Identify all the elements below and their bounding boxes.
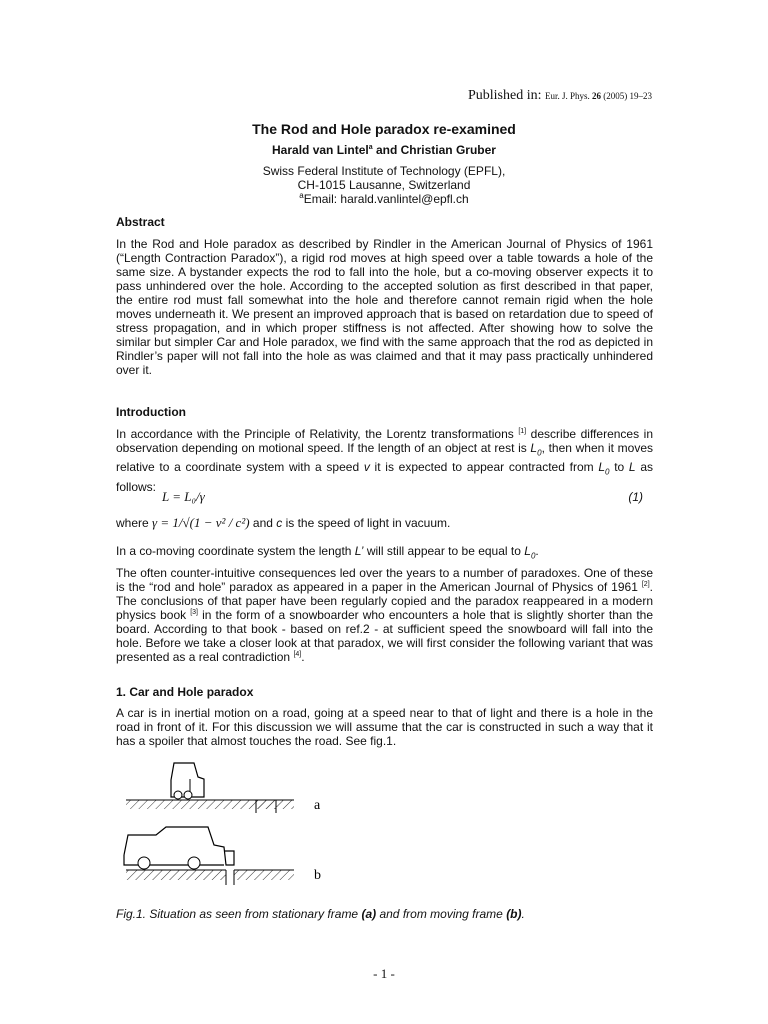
gamma-formula: γ = 1/√(1 − v² / c²) [152,515,250,530]
intro-paragraph-3: The often counter-intuitive consequences led over the years to a number of paradoxes. One of these is the “rod and hole” paradox as appeared in a paper in the American Journal of Physics of 1961 [2]. The conclusions of that paper have been regularly copied and the paradox reappeared in a modern physics book [3] in the form of a snowboarder who encounters a hole that is slightly shorter than the board. According to that book - based on ref.2 - at sufficient speed the snowboard will fall into the hole. Before we take a closer look at that paradox, we will first consider the following variant that was presented as a real contradiction [4]. [116,566,654,664]
paper-title: The Rod and Hole paradox re-examined [252,121,516,137]
affiliation: Swiss Federal Institute of Technology (EPFL), CH-1015 Lausanne, Switzerland $^a$Email: harald.vanlintel@epfl.ch [262,164,506,206]
journal-ref: Eur. J. Phys. 26 (2005) 19–23 [544,91,652,101]
abstract-heading: Abstract [116,215,165,229]
email: Email: harald.vanlintel@epfl.ch [303,192,469,206]
intro-paragraph-1: In accordance with the Principle of Relativity, the Lorentz transformations [1] describe differences in observation depending on motional speed. If the length of an object at rest is $L_0$, then when it moves relative to a coordinate system with a speed v it is expected to appear contracted from $L_0$ to L as follows: [116,427,653,494]
equation-1: L = L₀/γ (1) [162,489,643,504]
figure-caption: Fig.1. Situation as seen from stationary frame (a) and from moving frame (b). [116,907,525,921]
figure-panel-b [124,827,294,885]
figure-label-b: b [314,868,321,883]
car-hole-diagram [116,755,336,895]
section-1-heading: 1. Car and Hole paradox [116,685,254,699]
figure-panel-a [126,763,294,813]
page-number: - 1 - [373,966,395,981]
introduction-heading: Introduction [116,405,186,419]
intro-paragraph-2: In a co-moving coordinate system the length L’ will still appear to be equal to $L_0$. [116,544,539,561]
figure-1 [116,755,336,895]
publication-info: Published in: Eur. J. Phys. 26 (2005) 19–23 [467,88,652,103]
abstract-text: In the Rod and Hole paradox as described by Rindler in the American Journal of Physics of 1961 (“Length Contraction Paradox”), a rigid rod moves at high speed over a table towards a hole of the same size. A bystander expects the rod to fall into the hole, but a co-moving observer expects it to pass unhindered over the hole. According to the accepted solution as first described in that paper, the entire rod must fall somewhat into the hole and therefore cannot remain rigid when the hole moves underneath it. We present an improved approach that is based on retardation due to speed of stress propagation, and in which proper stiffness is not affected. After showing how to solve the similar but simpler Car and Hole paradox, we find with the same approach that the rod as depicted in Rindler’s paper will not fall into the hole as was claimed and that it may pass practically unhindered over it. [116,237,653,377]
authors-line: Harald van Lintel$^a$ and Christian Gruber [272,143,496,157]
figure-label-a: a [314,798,321,813]
gamma-definition: where γ = 1/√(1 − v² / c²) and c is the speed of light in vacuum. [116,515,451,530]
section-1-text: A car is in inertial motion on a road, going at a speed near to that of light and there is a hole in the road in front of it. For this discussion we will assume that the car is constructed in such a way that it has a spoiler that almost touches the road. See fig.1. [116,706,653,748]
